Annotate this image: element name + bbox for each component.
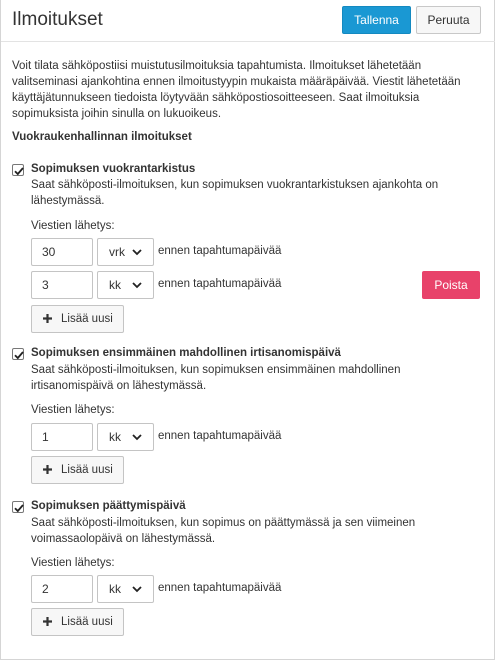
rent-review-add-button[interactable] — [31, 305, 124, 333]
save-button[interactable]: Tallenna — [342, 6, 411, 34]
termination-description: Saat sähköposti-ilmoituksen, kun sopimuksen ensimmäinen mahdollinen irtisanomispäivä on lähestymässä. — [31, 364, 401, 392]
rent-review-value-input-2[interactable]: 3 — [31, 271, 93, 299]
termination-suffix: ennen tapahtumapäivää — [158, 430, 282, 442]
rent-review-suffix-1: ennen tapahtumapäivää — [158, 245, 282, 257]
intro-text: Voit tilata sähköpostiisi muistutusilmoituksia tapahtumista. Ilmoitukset lähetetään valitseminasi ajankohtina ennen ilmoitustyypin mukaista määräpäivää. Viestit lähetetään käyttäjätunnukseen tiedoista löytyvään sähköpostiosoitteeseen. Saat ilmoituksia sopimuksista joihin sinulla on lukuoikeus. — [12, 60, 461, 120]
rent-review-send-label: Viestien lähetys: — [31, 220, 115, 232]
unit-value: vrk — [109, 245, 125, 259]
add-label: Lisää uusi — [61, 464, 113, 476]
rent-review-unit-select-1[interactable] — [97, 238, 154, 266]
termination-value-input[interactable]: 1 — [31, 423, 93, 451]
termination-unit-select[interactable] — [97, 423, 154, 451]
plus-icon — [42, 464, 53, 475]
end-date-suffix: ennen tapahtumapäivää — [158, 582, 282, 594]
plus-icon — [42, 616, 53, 627]
panel-header — [1, 0, 495, 42]
checkmark-icon — [13, 165, 25, 177]
chevron-down-icon — [132, 586, 142, 593]
rent-review-suffix-2: ennen tapahtumapäivää — [158, 278, 282, 290]
rent-review-title: Sopimuksen vuokrantarkistus — [31, 163, 196, 175]
add-label: Lisää uusi — [61, 616, 113, 628]
end-date-unit-select[interactable] — [97, 575, 154, 603]
checkmark-icon — [13, 502, 25, 514]
chevron-down-icon — [132, 249, 142, 256]
end-date-checkbox[interactable] — [12, 501, 24, 513]
end-date-send-label: Viestien lähetys: — [31, 557, 115, 569]
unit-value: kk — [109, 430, 121, 444]
termination-add-button[interactable] — [31, 456, 124, 484]
remove-button[interactable]: Poista — [422, 271, 480, 299]
termination-send-label: Viestien lähetys: — [31, 404, 115, 416]
rent-review-description: Saat sähköposti-ilmoituksen, kun sopimuksen vuokrantarkistuksen ajankohta on lähestymässä. — [31, 179, 439, 207]
unit-value: kk — [109, 278, 121, 292]
termination-checkbox[interactable] — [12, 348, 24, 360]
page-title: Ilmoitukset — [12, 9, 103, 30]
checkmark-icon — [13, 349, 25, 361]
rent-review-value-input-1[interactable]: 30 — [31, 238, 93, 266]
plus-icon — [42, 313, 53, 324]
end-date-title: Sopimuksen päättymispäivä — [31, 500, 186, 512]
chevron-down-icon — [132, 282, 142, 289]
section-heading: Vuokraukenhallinnan ilmoitukset — [12, 131, 192, 143]
rent-review-unit-select-2[interactable] — [97, 271, 154, 299]
rent-review-checkbox[interactable] — [12, 164, 24, 176]
termination-title: Sopimuksen ensimmäinen mahdollinen irtisanomispäivä — [31, 347, 341, 359]
chevron-down-icon — [132, 434, 142, 441]
add-label: Lisää uusi — [61, 313, 113, 325]
end-date-value-input[interactable]: 2 — [31, 575, 93, 603]
unit-value: kk — [109, 582, 121, 596]
end-date-description: Saat sähköposti-ilmoituksen, kun sopimus on päättymässä ja sen viimeinen voimassaolopäivä on lähestymässä. — [31, 517, 416, 545]
end-date-add-button[interactable] — [31, 608, 124, 636]
cancel-button[interactable]: Peruuta — [416, 6, 481, 34]
